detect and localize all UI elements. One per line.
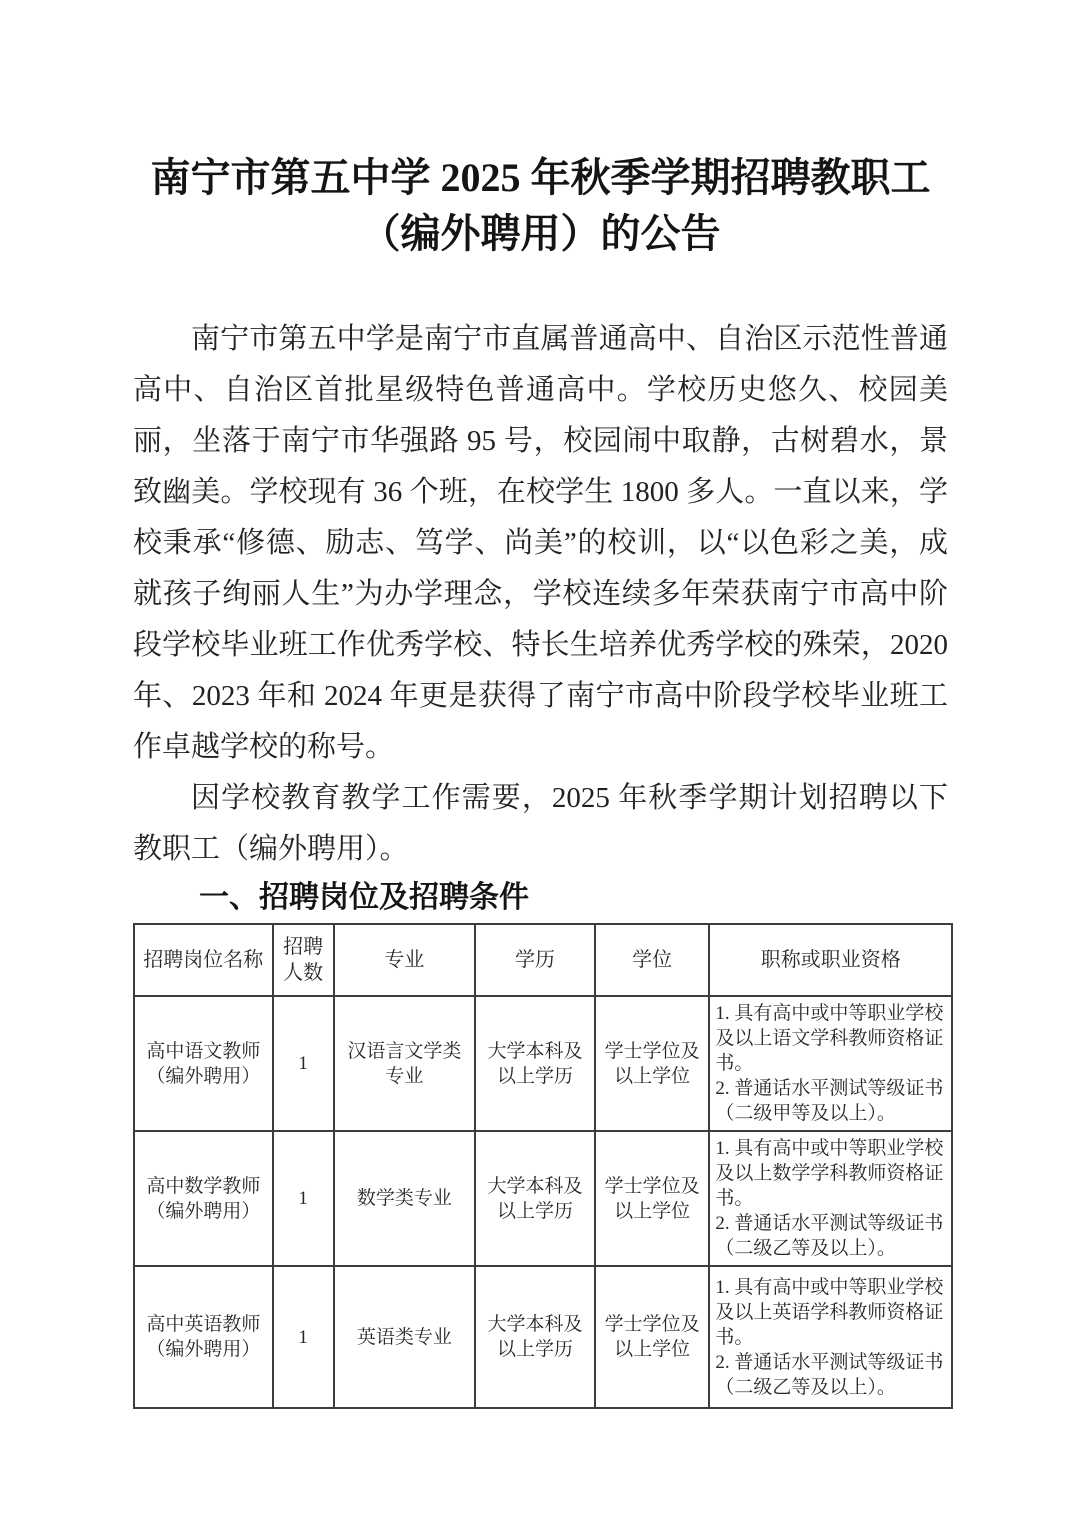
position-major: 汉语言文学类专业 [334,996,476,1131]
recruitment-plan-paragraph: 因学校教育教学工作需要，2025 年秋季学期计划招聘以下教职工（编外聘用）。 [133,782,948,865]
position-count: 1 [273,1266,334,1408]
position-name: 高中数学教师（编外聘用） [134,1131,273,1266]
column-header-position: 招聘岗位名称 [134,924,273,996]
position-major: 数学类专业 [334,1131,476,1266]
intro-paragraph: 南宁市第五中学是南宁市直属普通高中、自治区示范性普通高中、自治区首批星级特色普通高中。学校历史悠久、校园美丽，坐落于南宁市华强路 95 号，校园闹中取静，古树碧水，景致幽美。学校现有 36 个班，在校学生 1800 多人。一直以来，学校秉承“修德、励志、笃学、尚美”的校训，以“以色彩之美，成就孩子绚丽人生”为办学理念，学校连续多年荣获南宁市高中阶段学校毕业班工作优秀学校、特长生培养优秀学校的殊荣，2020 年、2023 年和 2024 年更是获得了南宁市高中阶段学校毕业班工作卓越学校的称号。 [133,323,948,763]
table-header-row [134,924,952,996]
qualification-item: 1. 具有高中或中等职业学校及以上数学学科教师资格证书。 [715,1138,944,1209]
position-education: 大学本科及以上学历 [475,1131,595,1266]
position-count: 1 [273,996,334,1131]
column-header-qualification: 职称或职业资格 [709,924,952,996]
qualification-item: 1. 具有高中或中等职业学校及以上语文学科教师资格证书。 [715,1003,944,1074]
document-title-line1: 南宁市第五中学 2025 年秋季学期招聘教职工 [150,155,931,200]
position-degree: 学士学位及以上学位 [595,1131,710,1266]
position-education: 大学本科及以上学历 [475,1266,595,1408]
section-heading-positions: 一、招聘岗位及招聘条件 [199,881,529,914]
column-header-major: 专业 [334,924,476,996]
table-row-math-teacher [134,1131,952,1266]
position-name: 高中英语教师（编外聘用） [134,1266,273,1408]
column-header-degree: 学位 [595,924,710,996]
column-header-education: 学历 [475,924,595,996]
table-row-chinese-teacher [134,996,952,1131]
position-education: 大学本科及以上学历 [475,996,595,1131]
column-header-count: 招聘人数 [273,924,334,996]
recruitment-table [133,923,953,1409]
qualification-item: 2. 普通话水平测试等级证书（二级乙等及以上）。 [715,1351,944,1398]
position-major: 英语类专业 [334,1266,476,1408]
document-title-line2: （编外聘用）的公告 [360,211,721,256]
position-qualifications [709,996,952,1131]
position-degree: 学士学位及以上学位 [595,996,710,1131]
qualification-item: 2. 普通话水平测试等级证书（二级甲等及以上）。 [715,1078,944,1124]
position-degree: 学士学位及以上学位 [595,1266,710,1408]
qualification-item: 1. 具有高中或中等职业学校及以上英语学科教师资格证书。 [715,1276,944,1348]
position-qualifications [709,1131,952,1266]
qualification-item: 2. 普通话水平测试等级证书（二级乙等及以上）。 [715,1213,944,1259]
position-qualifications [709,1266,952,1408]
position-name: 高中语文教师（编外聘用） [134,996,273,1131]
table-row-english-teacher [134,1266,952,1408]
document-title [133,150,948,262]
position-count: 1 [273,1131,334,1266]
